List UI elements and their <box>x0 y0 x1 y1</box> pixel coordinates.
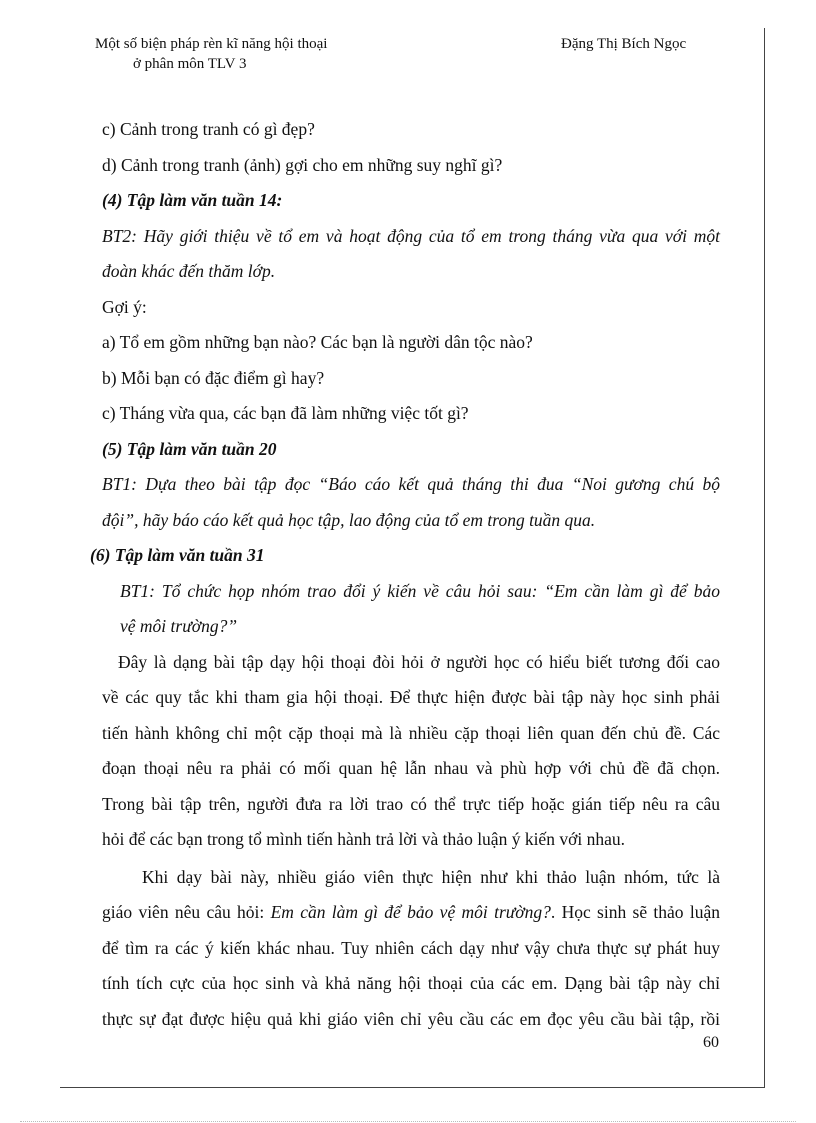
page-bottom-divider <box>20 1121 796 1122</box>
header-author: Đặng Thị Bích Ngọc <box>561 36 687 52</box>
paragraph2-line4: tính tích cực của học sinh và khả năng hội thoại của các em. Dạng bài tập này chỉ <box>102 973 720 993</box>
paragraph2-line2-end: . Học sinh sẽ thảo luận <box>550 902 720 922</box>
paragraph2-line1: Khi dạy bài này, nhiều giáo viên thực hiện như khi thảo luận nhóm, tức là <box>142 866 720 887</box>
hint-c: c) Tháng vừa qua, các bạn đã làm những việc tốt gì? <box>102 403 469 423</box>
hint-label: Gợi ý: <box>102 296 147 317</box>
document-body <box>90 112 720 1037</box>
paragraph1-line2: về các quy tắc khi tham gia hội thoại. Để thực hiện được bài tập này học sinh phải <box>102 687 720 707</box>
section-heading-5: (5) Tập làm văn tuần 20 <box>102 438 277 459</box>
paragraph2-line2-start: giáo viên nêu câu hỏi: <box>102 902 271 922</box>
question-d: d) Cảnh trong tranh (ảnh) gợi cho em những suy nghĩ gì? <box>102 154 503 175</box>
header-title <box>95 34 395 74</box>
paragraph1-line6: hỏi để các bạn trong tổ mình tiến hành trả lời và thảo luận ý kiến với nhau. <box>102 829 625 849</box>
exercise-bt1b-line2: vệ môi trường?” <box>120 616 238 636</box>
exercise-bt1a-line2: đội”, hãy báo cáo kết quả học tập, lao động của tổ em trong tuần qua. <box>102 509 596 530</box>
paragraph2-line3: để tìm ra các ý kiến khác nhau. Tuy nhiên cách dạy như vậy chưa thực sự phát huy <box>102 937 720 958</box>
header-title-line2: ở phân môn TLV 3 <box>133 56 247 72</box>
exercise-bt1b-line1: BT1: Tổ chức họp nhóm trao đổi ý kiến về câu hỏi sau: “Em cần làm gì để bảo <box>120 580 720 601</box>
exercise-bt2-line1: BT2: Hãy giới thiệu về tổ em và hoạt động của tổ em trong tháng vừa qua với một <box>102 225 720 246</box>
paragraph1-line4: đoạn thoại nêu ra phải có mối quan hệ lẫn nhau và phù hợp với chủ đề đã chọn. <box>102 758 720 778</box>
hint-b: b) Mỗi bạn có đặc điểm gì hay? <box>102 367 325 388</box>
header-title-line1: Một số biện pháp rèn kĩ năng hội thoại <box>95 36 328 52</box>
paragraph2-line2 <box>102 895 720 931</box>
paragraph1-line1: Đây là dạng bài tập dạy hội thoại đòi hỏi ở người học có hiểu biết tương đối cao <box>118 651 720 672</box>
paragraph1-line3: tiến hành không chỉ một cặp thoại mà là nhiều cặp thoại liên quan đến chủ đề. Các <box>102 722 720 743</box>
question-c: c) Cảnh trong tranh có gì đẹp? <box>102 119 315 139</box>
paragraph2-question-italic: Em cần làm gì để bảo vệ môi trường? <box>270 902 551 922</box>
section-heading-6: (6) Tập làm văn tuần 31 <box>90 545 265 565</box>
exercise-bt1a-line1: BT1: Dựa theo bài tập đọc “Báo cáo kết quả tháng thi đua “Noi gương chú bộ <box>102 474 720 494</box>
paragraph2-line5: thực sự đạt được hiệu quả khi giáo viên chỉ yêu cầu các em đọc yêu cầu bài tập, rồi <box>102 1008 720 1029</box>
section-heading-4: (4) Tập làm văn tuần 14: <box>102 190 283 210</box>
page-number: 60 <box>703 1034 719 1051</box>
hint-a: a) Tổ em gồm những bạn nào? Các bạn là người dân tộc nào? <box>102 332 533 352</box>
paragraph1-line5: Trong bài tập trên, người đưa ra lời trao có thể trực tiếp hoặc gián tiếp nêu ra câu <box>102 793 720 814</box>
exercise-bt2-line2: đoàn khác đến thăm lớp. <box>102 261 276 281</box>
